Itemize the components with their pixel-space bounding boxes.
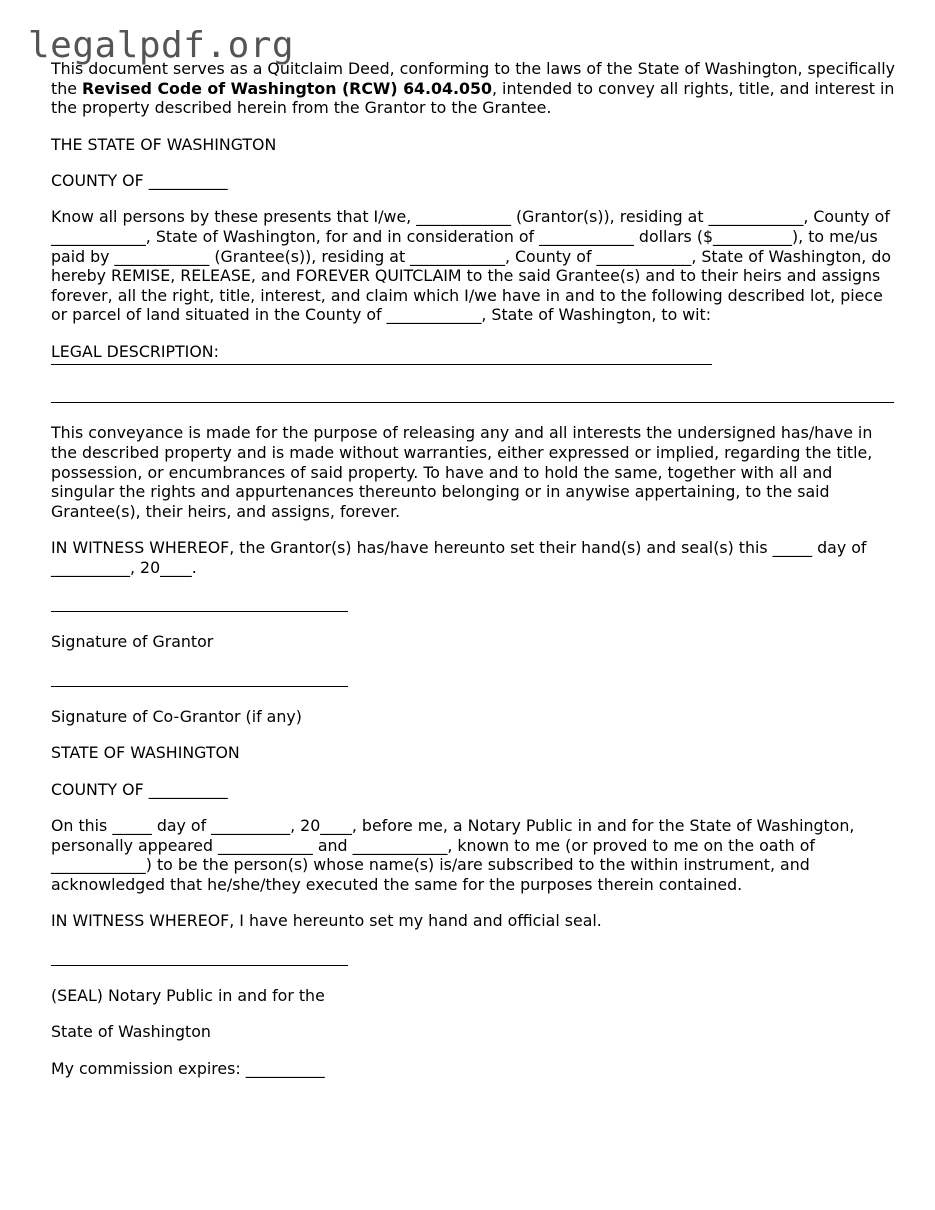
intro-paragraph xyxy=(51,59,896,118)
state-heading: THE STATE OF WASHINGTON xyxy=(51,134,277,154)
notary-state-heading: STATE OF WASHINGTON xyxy=(51,743,240,763)
grantor-witness-clause: IN WITNESS WHEREOF, the Grantor(s) has/have hereunto set their hand(s) and seal(s) this _____ day of __________, 20____. xyxy=(51,538,867,577)
cograntor-signature-line xyxy=(51,686,348,687)
county-line: COUNTY OF __________ xyxy=(51,170,228,190)
quitclaim-deed-document xyxy=(51,59,896,1095)
notary-county-line: COUNTY OF __________ xyxy=(51,779,228,799)
notary-witness-clause: IN WITNESS WHEREOF, I have hereunto set my hand and official seal. xyxy=(51,911,602,931)
cograntor-signature-label: Signature of Co-Grantor (if any) xyxy=(51,706,302,726)
purpose-clause: This conveyance is made for the purpose of releasing any and all interests the undersigned has/have in the described property and is made without warranties, either expressed or implied, regarding the title, possession, or encumbrances of said property. To have and to hold the same, together with all and singular the rights and appurtenances thereunto belonging or in anywise appertaining, to the said Grantee(s), their heirs, and assigns, forever. xyxy=(51,423,873,521)
legal-description-line-2 xyxy=(51,402,894,403)
rcw-citation: Revised Code of Washington (RCW) 64.04.050 xyxy=(81,78,493,98)
legal-description-label: LEGAL DESCRIPTION: xyxy=(51,341,219,361)
intro-text-before: This document serves as a Quitclaim Deed, conforming to the laws of the State of Washington, specifically the xyxy=(51,59,896,98)
notary-state-label: State of Washington xyxy=(51,1022,211,1042)
commission-expiry-line: My commission expires: __________ xyxy=(51,1058,325,1078)
notary-signature-line xyxy=(51,965,348,966)
intro-text-after: , intended to convey all rights, title, and interest in the property described herein from the Grantor to the Grantee. xyxy=(51,78,895,118)
legal-description-line-1 xyxy=(51,364,712,365)
notary-seal-label: (SEAL) Notary Public in and for the xyxy=(51,985,325,1005)
grantor-signature-line xyxy=(51,611,348,612)
watermark-logo: legalpdf.org xyxy=(28,25,295,66)
conveyance-clause: Know all persons by these presents that I/we, ____________ (Grantor(s)), residing at ____________, County of ____________, State of Washington, for and in consideration of ____________ dollars ($__________), to me/us paid by ____________ (Grantee(s)), residing at ____________, County of ____________, State of Washington, do hereby REMISE, RELEASE, and FOREVER QUITCLAIM to the said Grantee(s) and to their heirs and assigns forever, all the right, title, interest, and claim which I/we have in and to the following described lot, piece or parcel of land situated in the County of ____________, State of Washington, to wit: xyxy=(51,207,892,325)
notary-acknowledgment-clause: On this _____ day of __________, 20____, before me, a Notary Public in and for the State of Washington, personally appeared ____________ and ____________, known to me (or proved to me on the oath of ____________) to be the person(s) whose name(s) is/are subscribed to the within instrument, and acknowledged that he/she/they executed the same for the purposes therein contained. xyxy=(51,816,855,894)
grantor-signature-label: Signature of Grantor xyxy=(51,632,214,652)
